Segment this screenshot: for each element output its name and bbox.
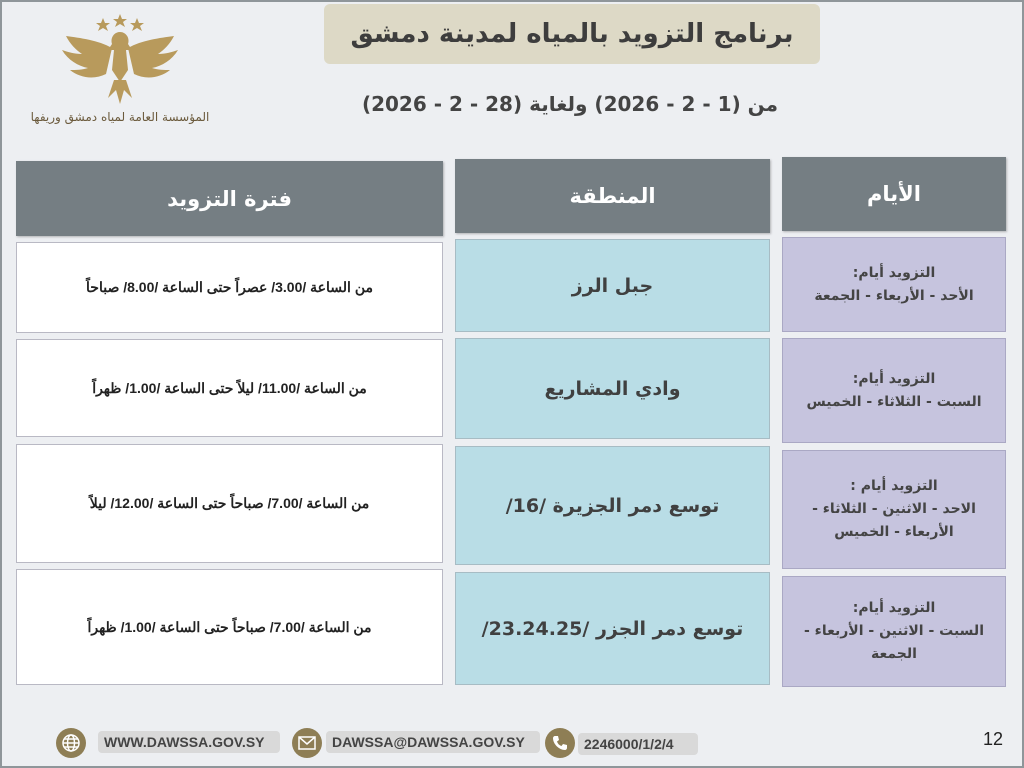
row-4-area: توسع دمر الجزر /23.24.25/	[455, 572, 770, 685]
row-1-days	[782, 237, 1006, 332]
website-link[interactable]: WWW.DAWSSA.GOV.SY	[98, 731, 280, 753]
email-link[interactable]: DAWSSA@DAWSSA.GOV.SY	[326, 731, 540, 753]
row-4-days-list: السبت - الاثنين - الأربعاء - الجمعة	[803, 623, 984, 662]
mail-icon	[292, 728, 322, 758]
logo-caption: المؤسسة العامة لمياه دمشق وريفها	[30, 110, 210, 124]
phone-number[interactable]: 2246000/1/2/4	[578, 733, 698, 755]
row-3-days-list: الاحد - الاثنين - الثلاثاء - الأربعاء - الخميس	[812, 501, 976, 540]
page-title: برنامج التزويد بالمياه لمدينة دمشق	[350, 19, 794, 49]
row-2-days	[782, 338, 1006, 443]
row-1-days-label: التزويد أيام:	[852, 264, 936, 281]
row-4-days-label: التزويد أيام:	[852, 600, 936, 616]
row-2-days-list: السبت - الثلاثاء - الخميس	[806, 393, 982, 410]
row-1-period: من الساعة /3.00/ عصراً حتى الساعة /8.00/ صباحاً	[16, 242, 443, 333]
eagle-emblem-icon	[48, 10, 188, 110]
row-4-days	[782, 576, 1006, 687]
logo	[20, 10, 220, 132]
row-3-period: من الساعة /7.00/ صباحاً حتى الساعة /12.00/ ليلاً	[16, 444, 443, 563]
header-days: الأيام	[782, 157, 1006, 231]
row-3-area: توسع دمر الجزيرة /16/	[455, 446, 770, 565]
date-range-subtitle: من (1 - 2 - 2026) ولغاية (28 - 2 - 2026)	[361, 92, 779, 116]
row-3-days-label: التزويد أيام :	[850, 478, 938, 494]
row-2-days-label: التزويد أيام:	[852, 370, 936, 387]
row-4-period: من الساعة /7.00/ صباحاً حتى الساعة /1.00/ ظهراً	[16, 569, 443, 685]
phone-icon	[545, 728, 575, 758]
page-number: 12	[982, 729, 1004, 749]
row-2-period: من الساعة /11.00/ ليلاً حتى الساعة /1.00/ ظهراً	[16, 339, 443, 437]
row-2-area: وادي المشاريع	[455, 338, 770, 439]
row-3-days	[782, 450, 1006, 569]
row-1-area: جبل الرز	[455, 239, 770, 332]
header-period: فترة التزويد	[16, 161, 443, 236]
row-1-days-list: الأحد - الأربعاء - الجمعة	[814, 287, 974, 304]
header-area: المنطقة	[455, 159, 770, 233]
globe-icon	[56, 728, 86, 758]
